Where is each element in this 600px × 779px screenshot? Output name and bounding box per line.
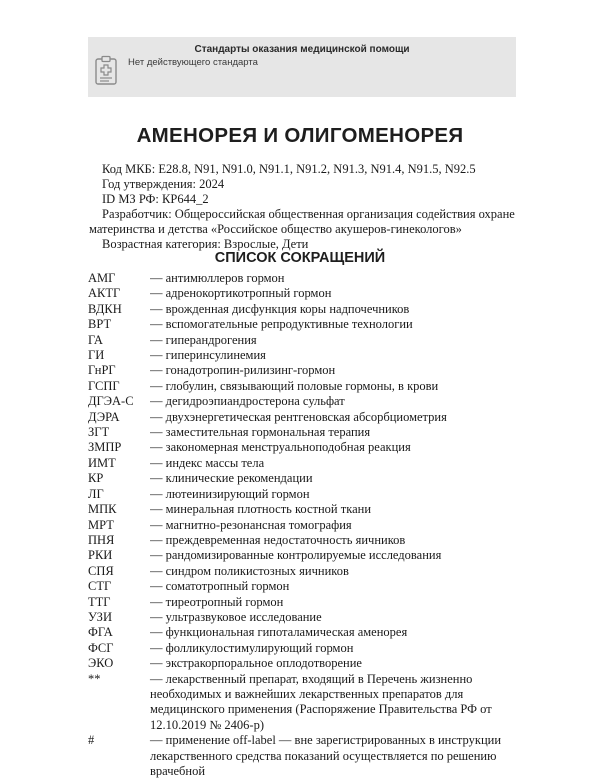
abbreviation-definition: — экстракорпоральное оплодотворение <box>150 656 362 671</box>
abbreviation-definition: — индекс массы тела <box>150 455 265 470</box>
abbreviations-list <box>88 271 518 779</box>
abbreviation-row <box>88 518 518 533</box>
icd-code: Код МКБ: E28.8, N91, N91.0, N91.1, N91.2, N91.3, N91.4, N91.5, N92.5 <box>102 162 476 176</box>
abbreviation-row <box>88 379 518 394</box>
abbreviation-definition: — применение off-label — вне зарегистрированных в инструкции лекарственного средства показаний осуществляется по решению врачебной <box>150 733 502 778</box>
abbreviation-row <box>88 348 518 363</box>
abbreviation-definition: — магнитно-резонансная томография <box>150 517 352 532</box>
abbreviation-row <box>88 410 518 425</box>
abbreviation-definition: — минеральная плотность костной ткани <box>150 502 372 517</box>
banner-subtitle: Нет действующего стандарта <box>128 57 258 68</box>
document-title: АМЕНОРЕЯ И ОЛИГОМЕНОРЕЯ <box>136 124 464 147</box>
abbreviation-definition: — врожденная дисфункция коры надпочечников <box>150 301 410 316</box>
abbreviation-row <box>88 595 518 610</box>
abbreviation-term: КР <box>88 471 104 486</box>
abbreviation-term: ДГЭА-С <box>88 394 134 409</box>
abbreviation-row <box>88 333 518 348</box>
abbreviations-title: СПИСОК СОКРАЩЕНИЙ <box>214 250 386 266</box>
abbreviation-row <box>88 394 518 409</box>
abbreviation-row <box>88 425 518 440</box>
abbreviation-term: СТГ <box>88 579 112 594</box>
abbreviation-definition: — синдром поликистозных яичников <box>150 563 349 578</box>
abbreviation-definition: — тиреотропный гормон <box>150 594 284 609</box>
abbreviation-definition: — адренокортикотропный гормон <box>150 286 332 301</box>
abbreviation-definition: — закономерная менструальноподобная реакция <box>150 440 411 455</box>
abbreviation-term: АКТГ <box>88 286 121 301</box>
developer-line-2: материнства и детства «Российское общество акушеров-гинекологов» <box>89 222 462 236</box>
document-id: ID МЗ РФ: КР644_2 <box>102 192 209 206</box>
abbreviation-row <box>88 533 518 548</box>
abbreviation-definition: — фолликулостимулирующий гормон <box>150 640 354 655</box>
abbreviation-definition: — антимюллеров гормон <box>150 271 285 285</box>
abbreviation-definition: — клинические рекомендации <box>150 471 313 486</box>
abbreviation-row <box>88 548 518 563</box>
abbreviation-term: МПК <box>88 502 117 517</box>
abbreviation-definition: — двухэнергетическая рентгеновская абсорбциометрия <box>150 409 447 424</box>
abbreviation-term: ФГА <box>88 625 113 640</box>
abbreviation-row <box>88 579 518 594</box>
approval-year: Год утверждения: 2024 <box>102 177 225 191</box>
abbreviation-row <box>88 317 518 332</box>
abbreviation-definition: — лекарственный препарат, входящий в Перечень жизненно необходимых и важнейших лекарственных препаратов для медицинского применения (Распоряжение Правительства РФ от 12.10.2019 № 2406-р) <box>150 671 492 732</box>
abbreviation-term: ДЭРА <box>88 409 120 424</box>
abbreviation-term: СПЯ <box>88 563 114 578</box>
abbreviation-row <box>88 271 518 286</box>
abbreviation-definition: — гиперандрогения <box>150 332 257 347</box>
abbreviation-term: ГСПГ <box>88 378 120 393</box>
abbreviation-definition: — функциональная гипоталамическая аменорея <box>150 625 408 640</box>
banner-title: Стандарты оказания медицинской помощи <box>194 44 410 55</box>
abbreviation-row <box>88 610 518 625</box>
abbreviation-definition: — рандомизированные контролируемые исследования <box>150 548 442 563</box>
abbreviation-row <box>88 733 518 779</box>
abbreviation-term: # <box>88 733 95 748</box>
abbreviation-definition: — заместительная гормональная терапия <box>150 425 371 440</box>
abbreviation-row <box>88 286 518 301</box>
developer-line-1: Разработчик: Общероссийская общественная организация содействия охране <box>102 207 515 221</box>
abbreviation-definition: — гонадотропин-рилизинг-гормон <box>150 363 336 378</box>
abbreviation-term: УЗИ <box>88 609 112 624</box>
document-meta <box>89 162 522 252</box>
standards-banner <box>88 37 516 97</box>
abbreviation-row <box>88 487 518 502</box>
abbreviation-term: ГИ <box>88 348 105 363</box>
abbreviation-row <box>88 471 518 486</box>
abbreviation-row <box>88 456 518 471</box>
abbreviation-row <box>88 564 518 579</box>
abbreviation-term: ПНЯ <box>88 532 115 547</box>
abbreviation-term: ВРТ <box>88 317 112 332</box>
clipboard-medical-icon <box>94 55 118 85</box>
abbreviation-definition: — глобулин, связывающий половые гормоны, в крови <box>150 378 439 393</box>
abbreviation-row <box>88 625 518 640</box>
abbreviation-row <box>88 656 518 671</box>
abbreviation-row <box>88 502 518 517</box>
abbreviation-term: ЛГ <box>88 486 104 501</box>
abbreviation-definition: — преждевременная недостаточность яичников <box>150 532 406 547</box>
abbreviation-term: ЭКО <box>88 656 114 671</box>
abbreviation-definition: — дегидроэпиандростерона сульфат <box>150 394 345 409</box>
abbreviation-term: ГА <box>88 332 103 347</box>
abbreviation-term: ГнРГ <box>88 363 116 378</box>
abbreviation-definition: — лютеинизирующий гормон <box>150 486 310 501</box>
abbreviation-term: РКИ <box>88 548 113 563</box>
abbreviation-term: ЗМПР <box>88 440 122 455</box>
abbreviation-term: ФСГ <box>88 640 114 655</box>
abbreviation-definition: — соматотропный гормон <box>150 579 290 594</box>
abbreviation-row <box>88 672 518 734</box>
abbreviation-term: ТТГ <box>88 594 111 609</box>
abbreviation-definition: — гиперинсулинемия <box>150 348 266 363</box>
abbreviation-term: ** <box>88 671 101 686</box>
abbreviation-term: ЗГТ <box>88 425 110 440</box>
abbreviation-definition: — вспомогательные репродуктивные технологии <box>150 317 413 332</box>
abbreviation-term: ВДКН <box>88 301 122 316</box>
abbreviation-row <box>88 302 518 317</box>
abbreviation-row <box>88 363 518 378</box>
abbreviation-definition: — ультразвуковое исследование <box>150 609 322 624</box>
abbreviation-term: АМГ <box>88 271 116 285</box>
abbreviation-row <box>88 440 518 455</box>
abbreviation-row <box>88 641 518 656</box>
abbreviation-term: ИМТ <box>88 455 116 470</box>
age-category: Возрастная категория: Взрослые, Дети <box>102 237 309 251</box>
abbreviation-term: МРТ <box>88 517 114 532</box>
